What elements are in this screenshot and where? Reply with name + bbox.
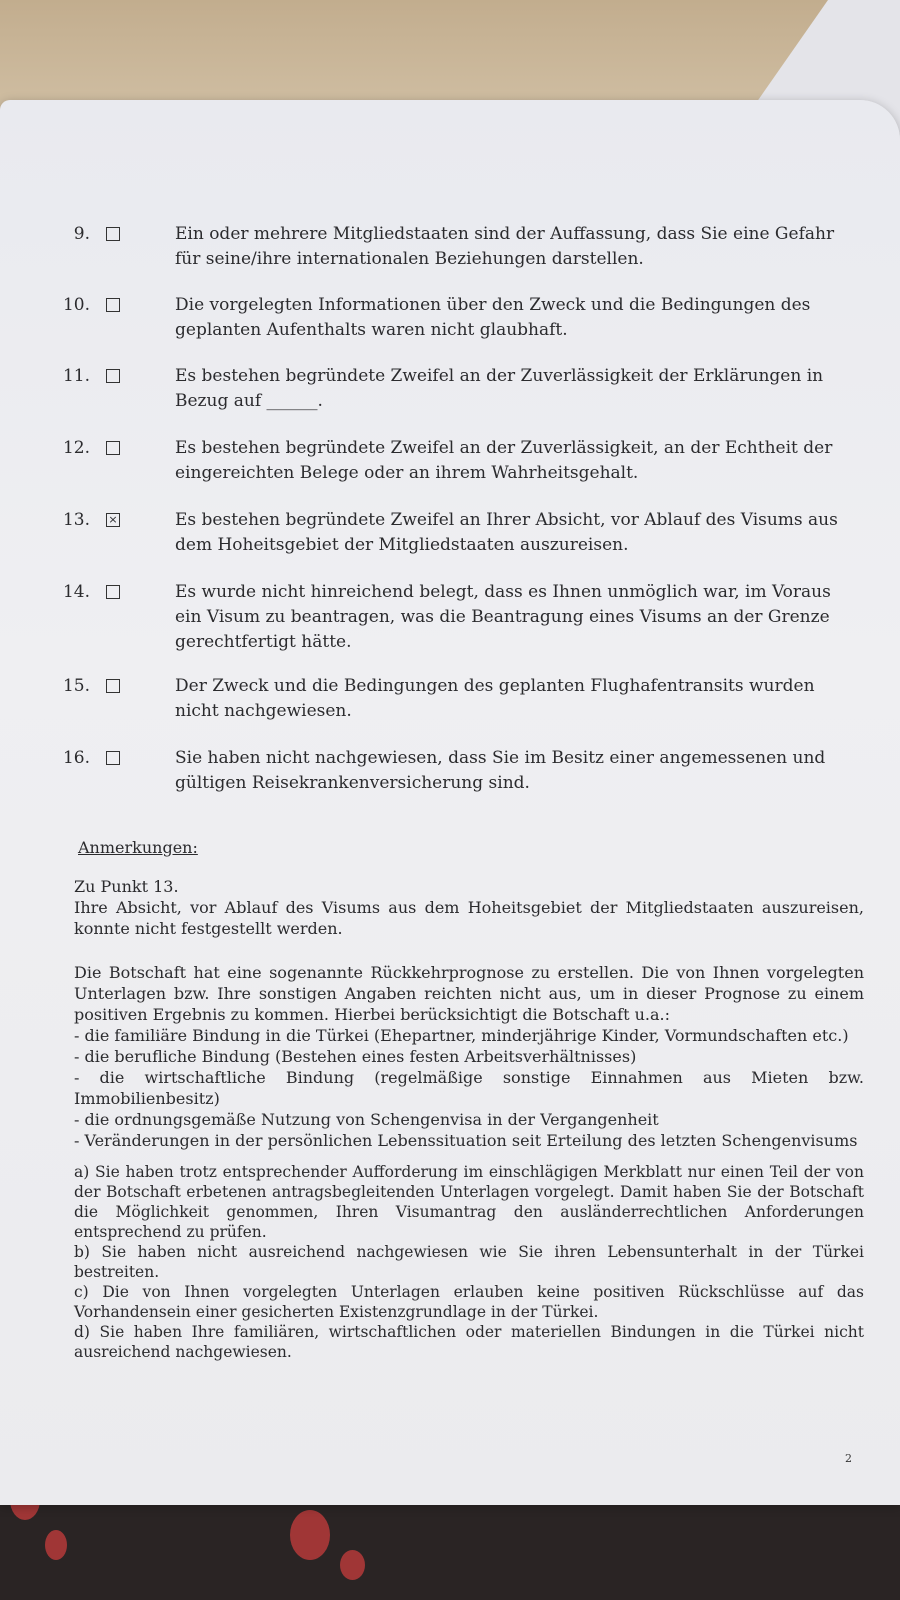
item-text: Der Zweck und die Bedingungen des geplanten Flughafentransits wurden nicht nachgewiesen. xyxy=(175,676,815,721)
point-reference: Zu Punkt 13. xyxy=(74,877,179,896)
criteria-item: - die wirtschaftliche Bindung (regelmäßige sonstige Einnahmen aus Mieten bzw. Immobilienbesitz) xyxy=(74,1068,864,1108)
checkbox[interactable] xyxy=(106,369,120,383)
checkbox[interactable] xyxy=(106,298,120,312)
checkbox[interactable] xyxy=(106,751,120,765)
criteria-list xyxy=(74,1025,864,1151)
item-number: 11. xyxy=(62,366,90,386)
item-number: 16. xyxy=(62,748,90,768)
reason-c: c) Die von Ihnen vorgelegten Unterlagen erlauben keine positiven Rückschlüsse auf das Vorhandensein einer gesicherten Existenzgrundlage in der Türkei. xyxy=(74,1283,864,1321)
reasons-section xyxy=(74,1162,864,1362)
intro-text: Ihre Absicht, vor Ablauf des Visums aus dem Hoheitsgebiet der Mitgliedstaaten auszureisen, konnte nicht festgestellt werden. xyxy=(74,898,864,938)
item-text: Es bestehen begründete Zweifel an Ihrer Absicht, vor Ablauf des Visums aus dem Hoheitsgebiet der Mitgliedstaaten auszureisen. xyxy=(175,510,838,555)
reason-b: b) Sie haben nicht ausreichend nachgewiesen wie Sie ihren Lebensunterhalt in der Türkei bestreiten. xyxy=(74,1243,864,1281)
reason-d: d) Sie haben Ihre familiären, wirtschaftlichen oder materiellen Bindungen in die Türkei nicht ausreichend nachgewiesen. xyxy=(74,1323,864,1361)
checkbox[interactable] xyxy=(106,441,120,455)
prognosis-section xyxy=(74,962,864,1151)
item-text: Es bestehen begründete Zweifel an der Zuverlässigkeit, an der Echtheit der eingereichten Belege oder an ihrem Wahrheitsgehalt. xyxy=(175,438,833,483)
remarks-heading: Anmerkungen: xyxy=(78,838,198,857)
item-number: 13. xyxy=(62,510,90,530)
item-number: 12. xyxy=(62,438,90,458)
item-number: 15. xyxy=(62,676,90,696)
item-text: Ein oder mehrere Mitgliedstaaten sind der Auffassung, dass Sie eine Gefahr für seine/ihre internationalen Beziehungen darstellen. xyxy=(175,224,835,269)
item-text: Es bestehen begründete Zweifel an der Zuverlässigkeit der Erklärungen in Bezug auf ______. xyxy=(175,366,824,411)
checkbox[interactable] xyxy=(106,679,120,693)
remarks-intro xyxy=(74,876,864,939)
criteria-item: - Veränderungen in der persönlichen Lebenssituation seit Erteilung des letzten Schengenvisums xyxy=(74,1131,858,1150)
criteria-item: - die berufliche Bindung (Bestehen eines festen Arbeitsverhältnisses) xyxy=(74,1047,637,1066)
item-number: 10. xyxy=(62,295,90,315)
checkbox[interactable] xyxy=(106,585,120,599)
page-number: 2 xyxy=(845,1452,852,1465)
item-number: 9. xyxy=(73,224,90,244)
prognosis-text: Die Botschaft hat eine sogenannte Rückkehrprognose zu erstellen. Die von Ihnen vorgelegten Unterlagen bzw. Ihre sonstigen Angaben reichten nicht aus, um in dieser Prognose zu einem positiven Ergebnis zu kommen. Hierbei berücksichtigt die Botschaft u.a.: xyxy=(74,963,864,1024)
criteria-item: - die familiäre Bindung in die Türkei (Ehepartner, minderjährige Kinder, Vormundschaften etc.) xyxy=(74,1026,849,1045)
item-text: Die vorgelegten Informationen über den Zweck und die Bedingungen des geplanten Aufenthalts waren nicht glaubhaft. xyxy=(175,295,811,340)
criteria-item: - die ordnungsgemäße Nutzung von Schengenvisa in der Vergangenheit xyxy=(74,1110,659,1129)
reason-a: a) Sie haben trotz entsprechender Aufforderung im einschlägigen Merkblatt nur einen Teil der von der Botschaft erbetenen antragsbegleitenden Unterlagen vorgelegt. Damit haben Sie der Botschaft die Möglichkeit genommen, Ihren Visumantrag den ausländerrechtlichen Anforderungen entsprechend zu prüfen. xyxy=(74,1163,864,1241)
item-text: Es wurde nicht hinreichend belegt, dass es Ihnen unmöglich war, im Voraus ein Visum zu beantragen, was die Beantragung eines Visums an der Grenze gerechtfertigt hätte. xyxy=(175,582,831,652)
checkbox[interactable] xyxy=(106,227,120,241)
checkbox[interactable]: × xyxy=(106,513,120,527)
item-number: 14. xyxy=(62,582,90,602)
item-text: Sie haben nicht nachgewiesen, dass Sie im Besitz einer angemessenen und gültigen Reisekrankenversicherung sind. xyxy=(175,748,826,793)
